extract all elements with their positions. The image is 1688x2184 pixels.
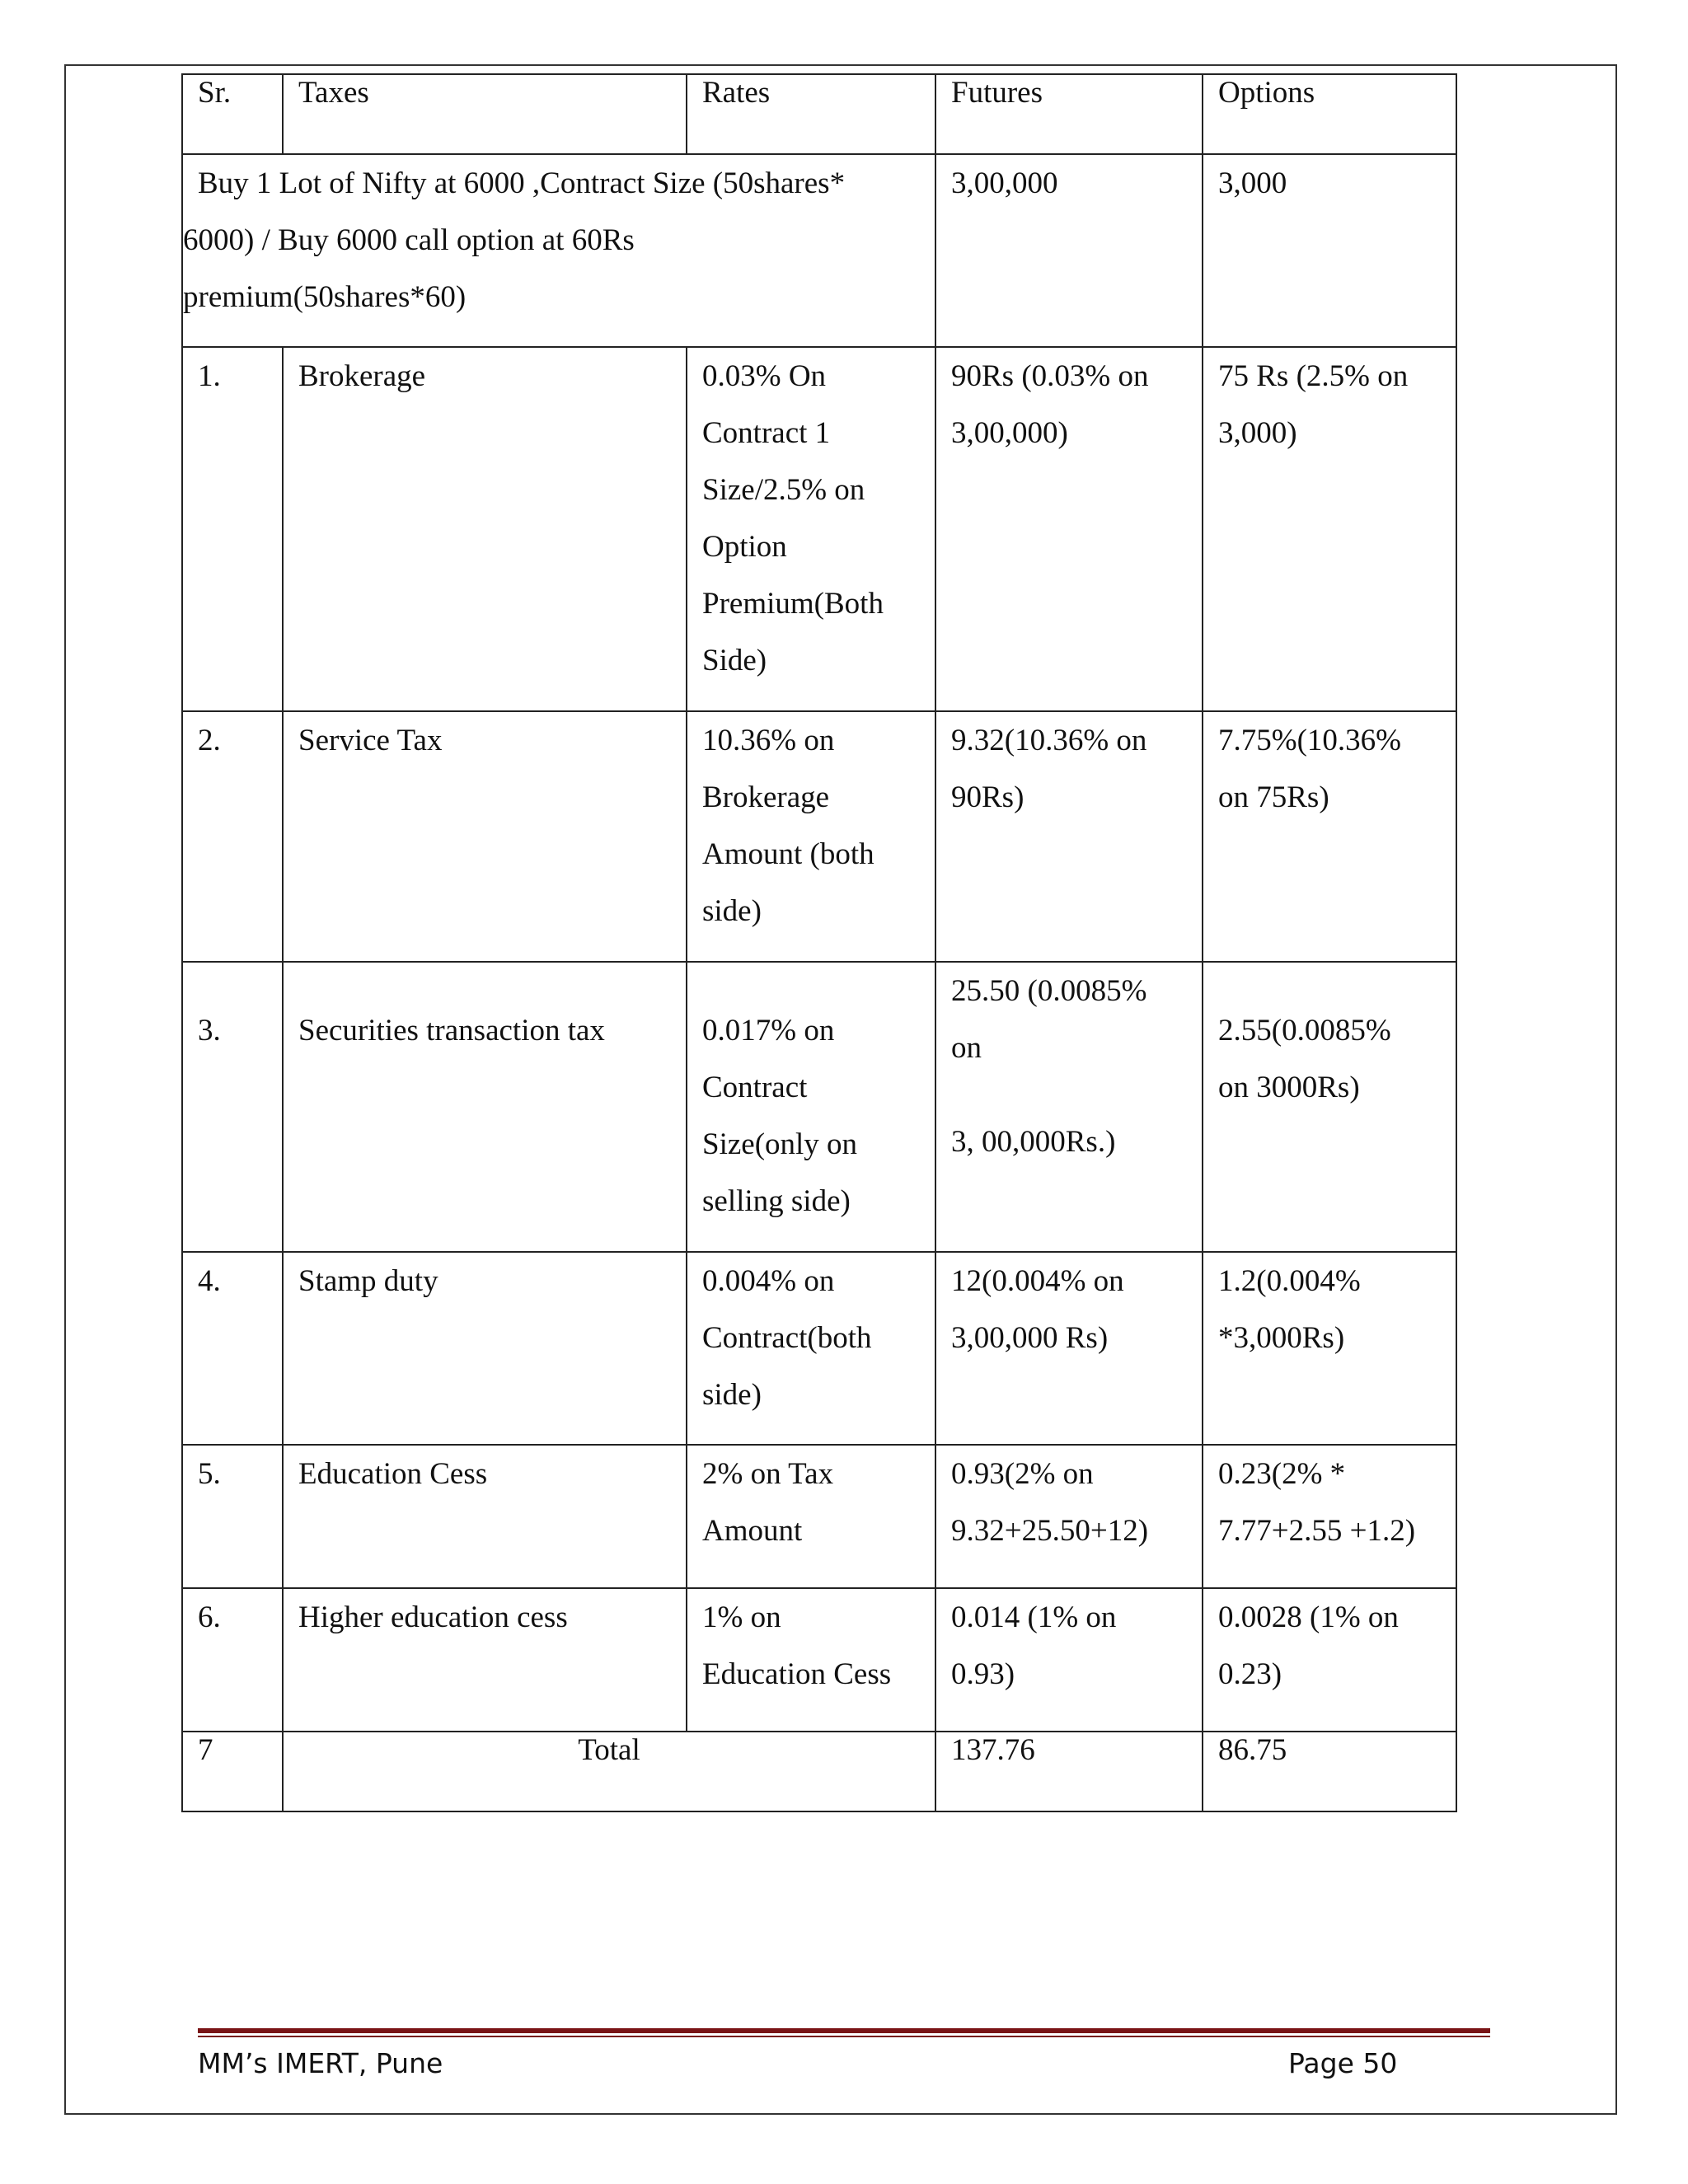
row-tax: Stamp duty xyxy=(283,1252,687,1445)
row-options xyxy=(1203,711,1456,962)
rate-line: Amount (both xyxy=(702,837,874,871)
header-options: Options xyxy=(1203,74,1456,154)
intro-line: 6000) / Buy 6000 call option at 60Rs xyxy=(183,223,635,257)
intro-description xyxy=(182,154,935,347)
row-futures xyxy=(935,347,1203,711)
futures-line: 90Rs (0.03% on xyxy=(951,359,1149,393)
row-sr: 5. xyxy=(182,1445,283,1588)
total-label: Total xyxy=(283,1732,935,1811)
rate-line: Contract(both xyxy=(702,1321,872,1355)
rate-line: 0.017% on xyxy=(702,1014,835,1047)
options-line: on 75Rs) xyxy=(1218,780,1329,814)
table-row xyxy=(182,962,1456,1252)
line-gap xyxy=(951,1076,1187,1113)
rate-line: side) xyxy=(702,1378,762,1412)
footer-rule xyxy=(198,2028,1490,2033)
row-tax: Securities transaction tax xyxy=(283,962,687,1252)
row-sr: 2. xyxy=(182,711,283,962)
footer-rule-thin xyxy=(198,2036,1490,2037)
row-tax: Service Tax xyxy=(283,711,687,962)
row-rate xyxy=(687,1445,935,1588)
header-taxes: Taxes xyxy=(283,74,687,154)
options-line: *3,000Rs) xyxy=(1218,1321,1345,1355)
rate-line: Size(only on xyxy=(702,1127,858,1161)
rate-line: Side) xyxy=(702,644,767,677)
rate-line: Size/2.5% on xyxy=(702,473,865,507)
footer-page-number: Page 50 xyxy=(1288,2047,1398,2079)
table-row xyxy=(182,1252,1456,1445)
futures-line: 25.50 (0.0085% xyxy=(951,974,1147,1008)
row-tax: Higher education cess xyxy=(283,1588,687,1732)
row-futures xyxy=(935,1588,1203,1732)
options-line: 2.55(0.0085% xyxy=(1218,1014,1391,1047)
futures-line: 9.32(10.36% on xyxy=(951,724,1147,757)
total-row xyxy=(182,1732,1456,1811)
futures-line: 90Rs) xyxy=(951,780,1025,814)
rate-line: 0.004% on xyxy=(702,1264,835,1298)
tax-cost-table xyxy=(181,73,1457,1812)
header-futures: Futures xyxy=(935,74,1203,154)
table-header-row xyxy=(182,74,1456,154)
options-line: 7.77+2.55 +1.2) xyxy=(1218,1514,1416,1548)
intro-line: Buy 1 Lot of Nifty at 6000 ,Contract Size (50shares* xyxy=(198,166,846,200)
total-futures: 137.76 xyxy=(935,1732,1203,1811)
options-line: 3,000) xyxy=(1218,416,1297,450)
header-rates: Rates xyxy=(687,74,935,154)
rate-line: selling side) xyxy=(702,1184,851,1218)
row-options xyxy=(1203,347,1456,711)
row-rate xyxy=(687,962,935,1252)
row-futures xyxy=(935,962,1203,1252)
rate-line: 2% on Tax xyxy=(702,1457,834,1491)
row-rate xyxy=(687,1588,935,1732)
options-line: on 3000Rs) xyxy=(1218,1071,1360,1104)
rate-line: 1% on xyxy=(702,1601,781,1634)
rate-line: side) xyxy=(702,894,762,928)
row-tax: Brokerage xyxy=(283,347,687,711)
futures-line: 0.93) xyxy=(951,1657,1015,1691)
futures-line: 3, 00,000Rs.) xyxy=(951,1125,1116,1159)
footer-institute: MM’s IMERT, Pune xyxy=(198,2047,443,2079)
row-rate xyxy=(687,1252,935,1445)
futures-line: on xyxy=(951,1031,982,1065)
row-sr: 6. xyxy=(182,1588,283,1732)
header-sr: Sr. xyxy=(182,74,283,154)
rate-line: Option xyxy=(702,530,787,564)
options-line: 0.23(2% * xyxy=(1218,1457,1346,1491)
row-futures xyxy=(935,1445,1203,1588)
rate-line: Brokerage xyxy=(702,780,830,814)
options-line: 7.75%(10.36% xyxy=(1218,724,1401,757)
futures-line: 0.014 (1% on xyxy=(951,1601,1117,1634)
rate-line: 10.36% on xyxy=(702,724,835,757)
futures-line: 12(0.004% on xyxy=(951,1264,1124,1298)
total-sr: 7 xyxy=(182,1732,283,1811)
table-row xyxy=(182,1588,1456,1732)
intro-row xyxy=(182,154,1456,347)
futures-line: 0.93(2% on xyxy=(951,1457,1094,1491)
intro-options: 3,000 xyxy=(1203,154,1456,347)
row-sr: 4. xyxy=(182,1252,283,1445)
rate-line: Education Cess xyxy=(702,1657,892,1691)
row-tax: Education Cess xyxy=(283,1445,687,1588)
row-rate xyxy=(687,347,935,711)
rate-line: Contract xyxy=(702,1071,808,1104)
options-line: 1.2(0.004% xyxy=(1218,1264,1361,1298)
row-sr: 3. xyxy=(182,962,283,1252)
options-line: 0.23) xyxy=(1218,1657,1282,1691)
row-options xyxy=(1203,1445,1456,1588)
intro-futures: 3,00,000 xyxy=(935,154,1203,347)
rate-line: 0.03% On xyxy=(702,359,827,393)
row-rate xyxy=(687,711,935,962)
row-sr: 1. xyxy=(182,347,283,711)
options-line: 75 Rs (2.5% on xyxy=(1218,359,1409,393)
row-futures xyxy=(935,1252,1203,1445)
rate-line: Premium(Both xyxy=(702,587,884,621)
row-futures xyxy=(935,711,1203,962)
options-line: 0.0028 (1% on xyxy=(1218,1601,1399,1634)
row-options xyxy=(1203,1252,1456,1445)
futures-line: 9.32+25.50+12) xyxy=(951,1514,1149,1548)
rate-line: Amount xyxy=(702,1514,803,1548)
total-options: 86.75 xyxy=(1203,1732,1456,1811)
intro-line: premium(50shares*60) xyxy=(183,280,467,314)
futures-line: 3,00,000 Rs) xyxy=(951,1321,1109,1355)
table-row xyxy=(182,347,1456,711)
table-row xyxy=(182,711,1456,962)
futures-line: 3,00,000) xyxy=(951,416,1068,450)
row-options xyxy=(1203,962,1456,1252)
row-options xyxy=(1203,1588,1456,1732)
table-row xyxy=(182,1445,1456,1588)
rate-line: Contract 1 xyxy=(702,416,831,450)
